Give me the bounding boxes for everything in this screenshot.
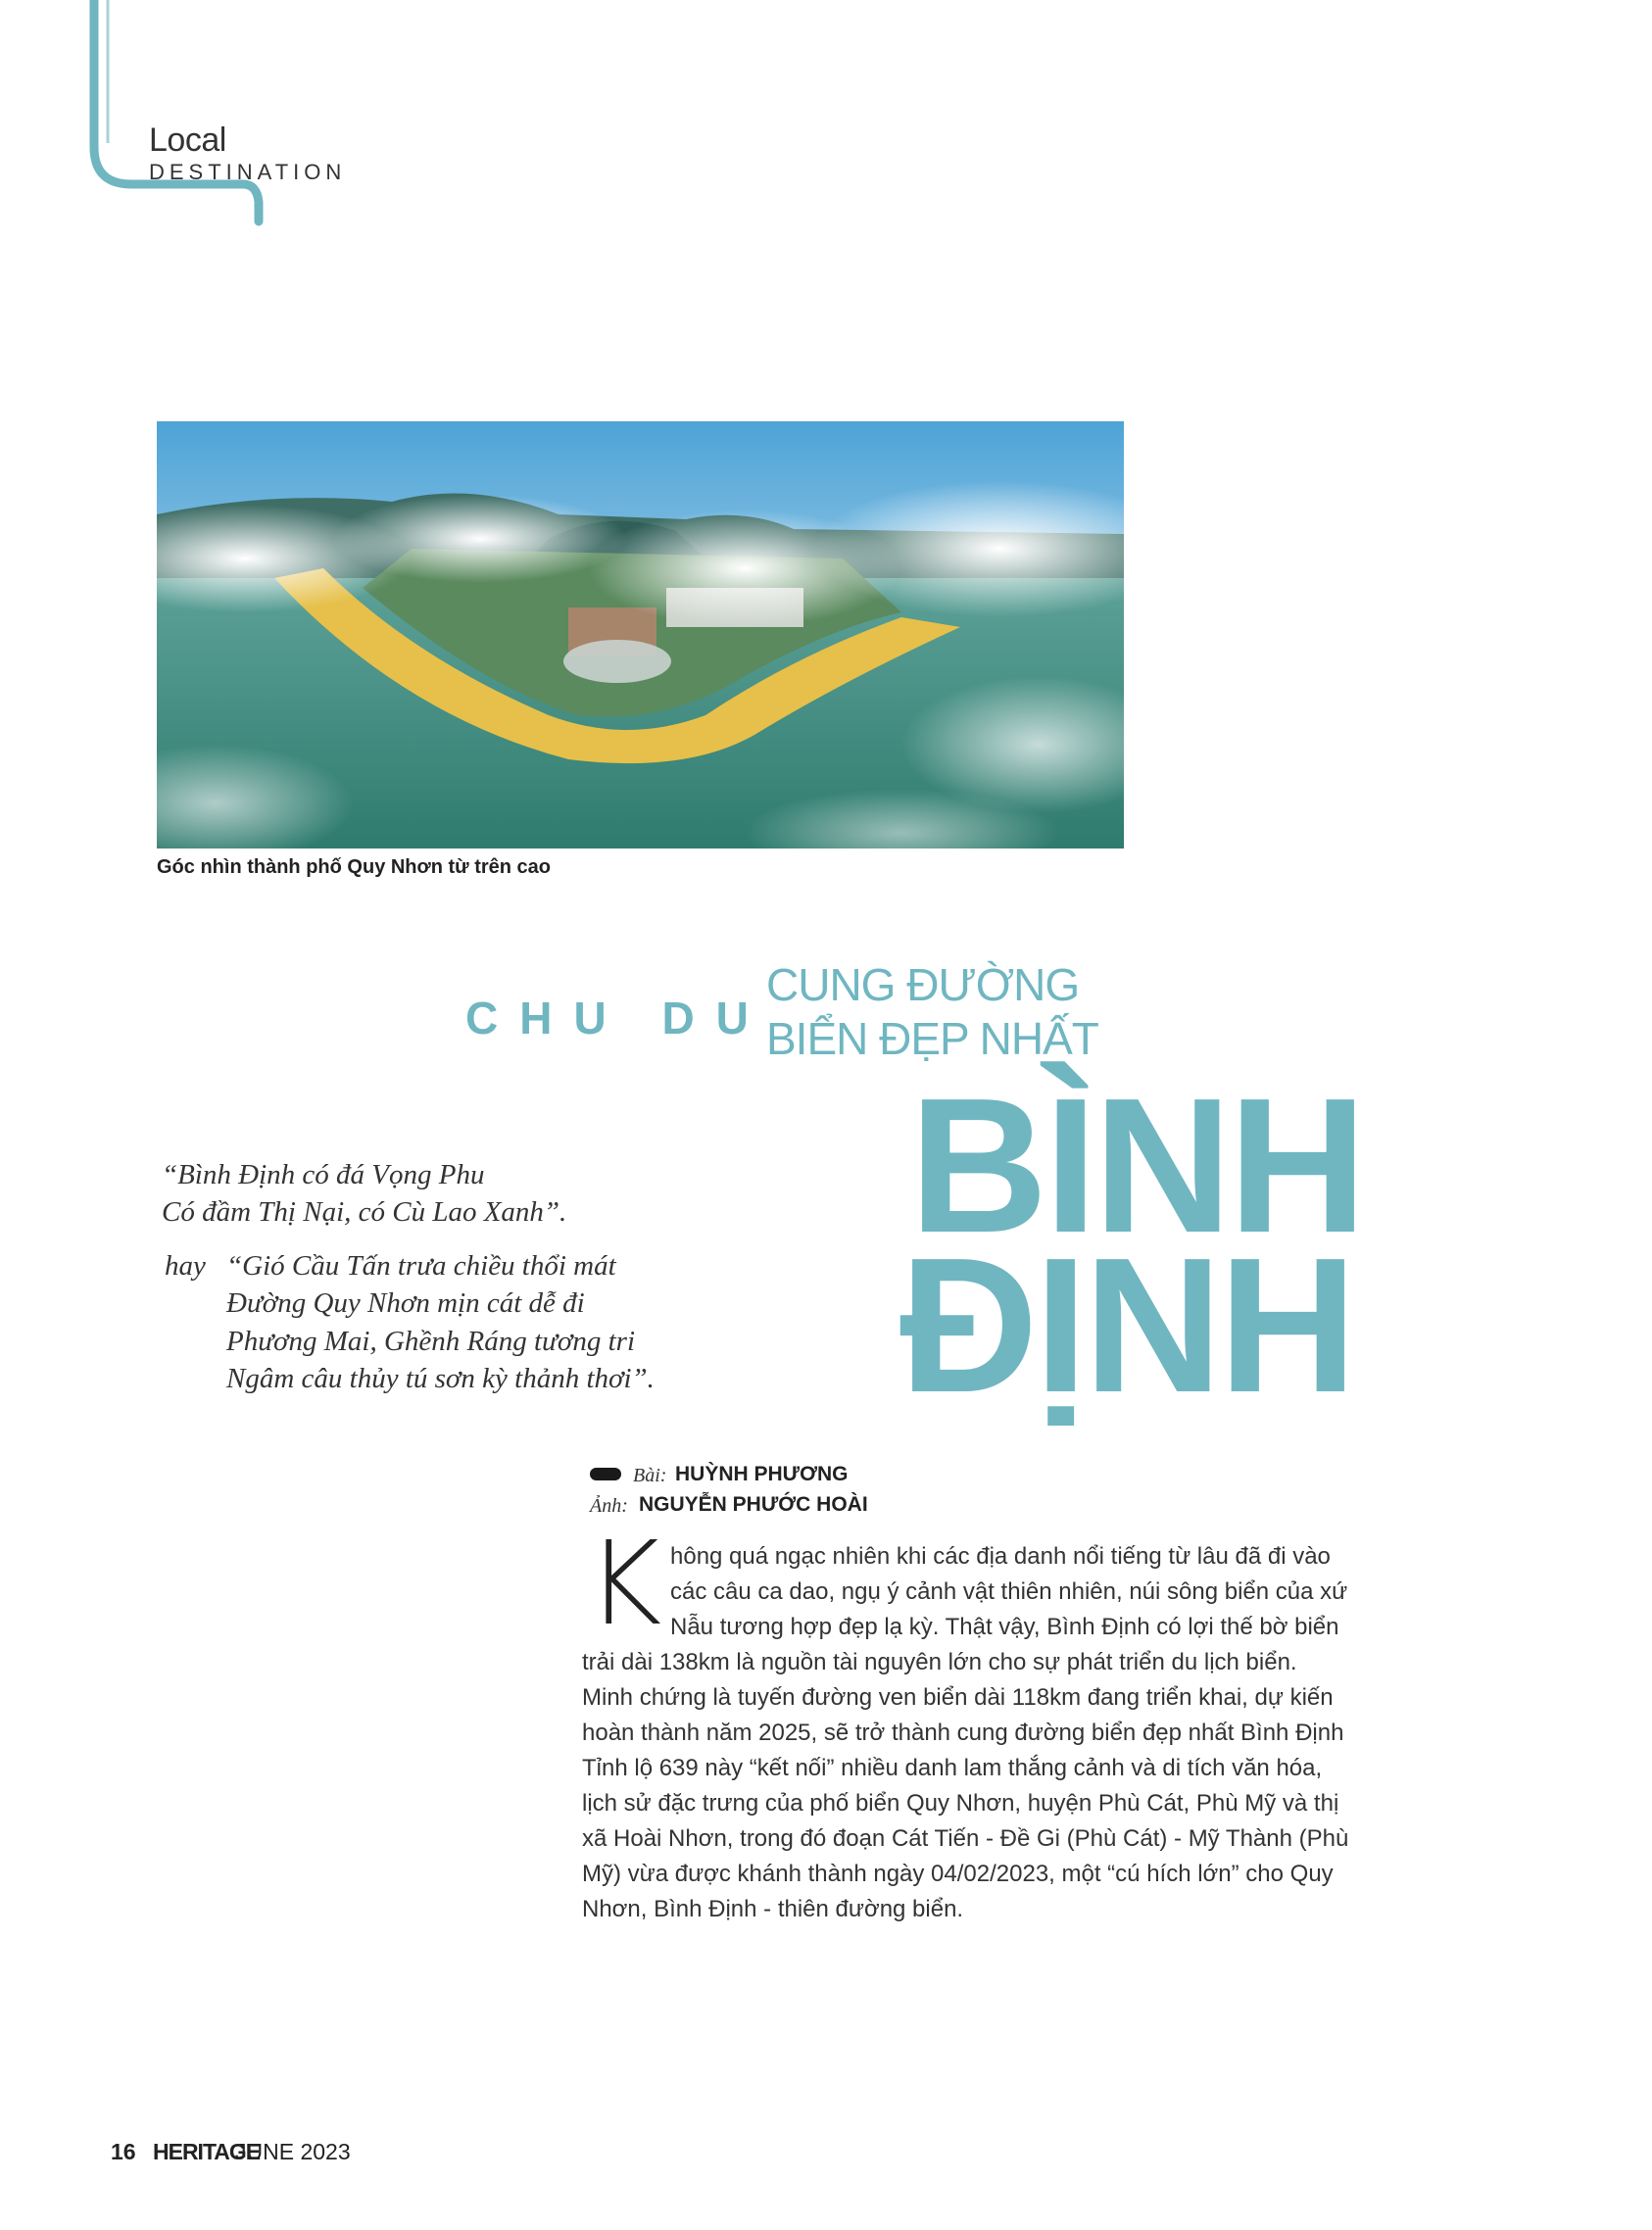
photo-caption: Góc nhìn thành phố Quy Nhơn từ trên cao — [157, 856, 552, 878]
title-big-2: ĐỊNH — [899, 1218, 1354, 1432]
page-number: 16 — [111, 2139, 136, 2164]
aerial-photo — [157, 421, 1124, 848]
issue-date: JUNE 2023 — [235, 2139, 351, 2164]
body-line: Nhơn, Bình Định - thiên đường biển. — [582, 1896, 964, 1922]
writer-label: Bài: — [633, 1465, 667, 1486]
poem-line: Có đầm Thị Nại, có Cù Lao Xanh”. — [162, 1196, 567, 1228]
title-prefix: CHU DU — [465, 993, 770, 1043]
title-line-1: CUNG ĐƯỜNG — [766, 959, 1080, 1010]
body-line: hông quá ngạc nhiên khi các địa danh nổi tiếng từ lâu đã đi vào — [670, 1543, 1331, 1570]
section-title: Local — [149, 121, 226, 159]
title-big-1: BÌNH — [909, 1058, 1364, 1273]
magazine-name: HERITAGE — [153, 2139, 261, 2164]
body-line: xã Hoài Nhơn, trong đó đoạn Cát Tiến - Đề Gi (Phù Cát) - Mỹ Thành (Phù — [582, 1825, 1349, 1852]
poem-line: Ngâm câu thủy tú sơn kỳ thảnh thơi”. — [226, 1363, 655, 1394]
body-line: Minh chứng là tuyến đường ven biển dài 118km đang triển khai, dự kiến — [582, 1684, 1334, 1711]
photographer-label: Ảnh: — [590, 1495, 628, 1517]
poem-line: “Gió Cầu Tấn trưa chiều thổi mát — [226, 1250, 616, 1282]
body-line: Nẫu tương hợp đẹp lạ kỳ. Thật vậy, Bình Định có lợi thế bờ biển — [670, 1614, 1339, 1640]
title-line-2: BIỂN ĐẸP NHẤT — [766, 1013, 1098, 1064]
section-subtitle: DESTINATION — [149, 160, 347, 184]
credit-marker — [590, 1468, 621, 1480]
body-line: Mỹ) vừa được khánh thành ngày 04/02/2023, một “cú hích lớn” cho Quy — [582, 1861, 1334, 1887]
section-ornament — [0, 0, 294, 235]
writer-name: HUỲNH PHƯƠNG — [675, 1463, 849, 1485]
drop-cap: K — [586, 1516, 662, 1651]
body-line: hoàn thành năm 2025, sẽ trở thành cung đường biển đẹp nhất Bình Định — [582, 1720, 1344, 1746]
poem-line: Phương Mai, Ghềnh Ráng tương tri — [226, 1326, 636, 1357]
poem-connector: hay — [165, 1250, 206, 1282]
body-line: trải dài 138km là nguồn tài nguyên lớn cho sự phát triển du lịch biển. — [582, 1649, 1297, 1675]
body-line: lịch sử đặc trưng của phố biển Quy Nhơn, huyện Phù Cát, Phù Mỹ và thị — [582, 1790, 1339, 1817]
body-line: Tỉnh lộ 639 này “kết nối” nhiều danh lam thắng cảnh và di tích văn hóa, — [582, 1755, 1323, 1781]
poem-line: Đường Quy Nhơn mịn cát dễ đi — [226, 1287, 585, 1319]
photographer-name: NGUYỄN PHƯỚC HOÀI — [639, 1493, 868, 1516]
poem-line: “Bình Định có đá Vọng Phu — [162, 1159, 485, 1190]
body-line: các câu ca dao, ngụ ý cảnh vật thiên nhiên, núi sông biển của xứ — [670, 1578, 1348, 1605]
